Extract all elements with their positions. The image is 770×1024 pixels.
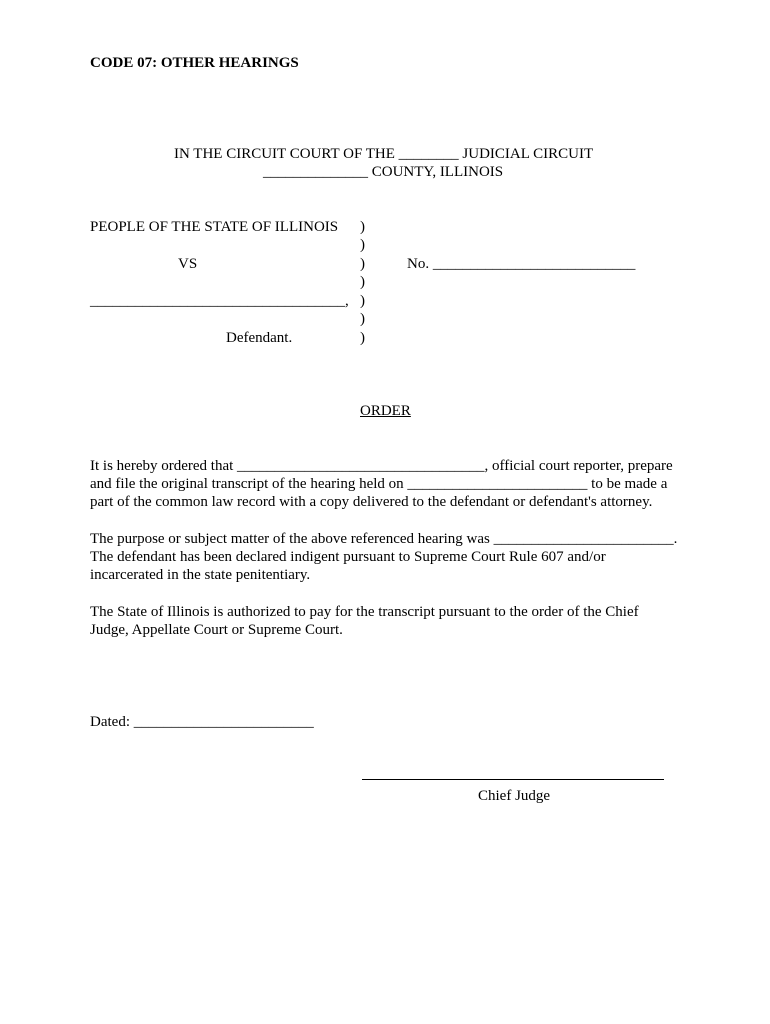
paragraph-line: The defendant has been declared indigent pursuant to Supreme Court Rule 607 and/or (90, 549, 606, 565)
versus-label: VS (178, 256, 198, 272)
order-paragraph-1 (90, 457, 690, 511)
order-paragraph-2 (90, 530, 690, 584)
defendant-label: Defendant. (226, 330, 293, 346)
order-heading: ORDER (360, 403, 411, 419)
caption-paren: ) (360, 274, 365, 290)
caption-paren: ) (360, 219, 365, 235)
caption-paren: ) (360, 256, 365, 272)
court-heading-line1: IN THE CIRCUIT COURT OF THE ________ JUDICIAL CIRCUIT (174, 146, 594, 162)
paragraph-line: The State of Illinois is authorized to pay for the transcript pursuant to the order of the Chief (90, 604, 639, 620)
caption-paren: ) (360, 330, 365, 346)
paragraph-line: It is hereby ordered that _________________________________, official court reporter, prepare (90, 458, 673, 474)
caption-paren: ) (360, 311, 365, 327)
paragraph-line: Judge, Appellate Court or Supreme Court. (90, 622, 343, 638)
form-code-title: CODE 07: OTHER HEARINGS (90, 55, 299, 71)
caption-paren: ) (360, 237, 365, 253)
signature-label: Chief Judge (478, 788, 551, 804)
order-paragraph-3 (90, 603, 690, 639)
case-number-field: No. ___________________________ (407, 256, 636, 272)
paragraph-line: incarcerated in the state penitentiary. (90, 567, 311, 583)
defendant-name-blank: __________________________________, (90, 293, 349, 309)
paragraph-line: and file the original transcript of the hearing held on ________________________ to be made a (90, 476, 668, 492)
dated-field: Dated: ________________________ (90, 714, 314, 730)
court-heading-line2: ______________ COUNTY, ILLINOIS (263, 164, 504, 180)
signature-line (362, 779, 664, 780)
caption-paren: ) (360, 293, 365, 309)
plaintiff-name: PEOPLE OF THE STATE OF ILLINOIS (90, 219, 339, 235)
paragraph-line: The purpose or subject matter of the above referenced hearing was ________________________. (90, 531, 678, 547)
paragraph-line: part of the common law record with a copy delivered to the defendant or defendant's attorney. (90, 494, 653, 510)
